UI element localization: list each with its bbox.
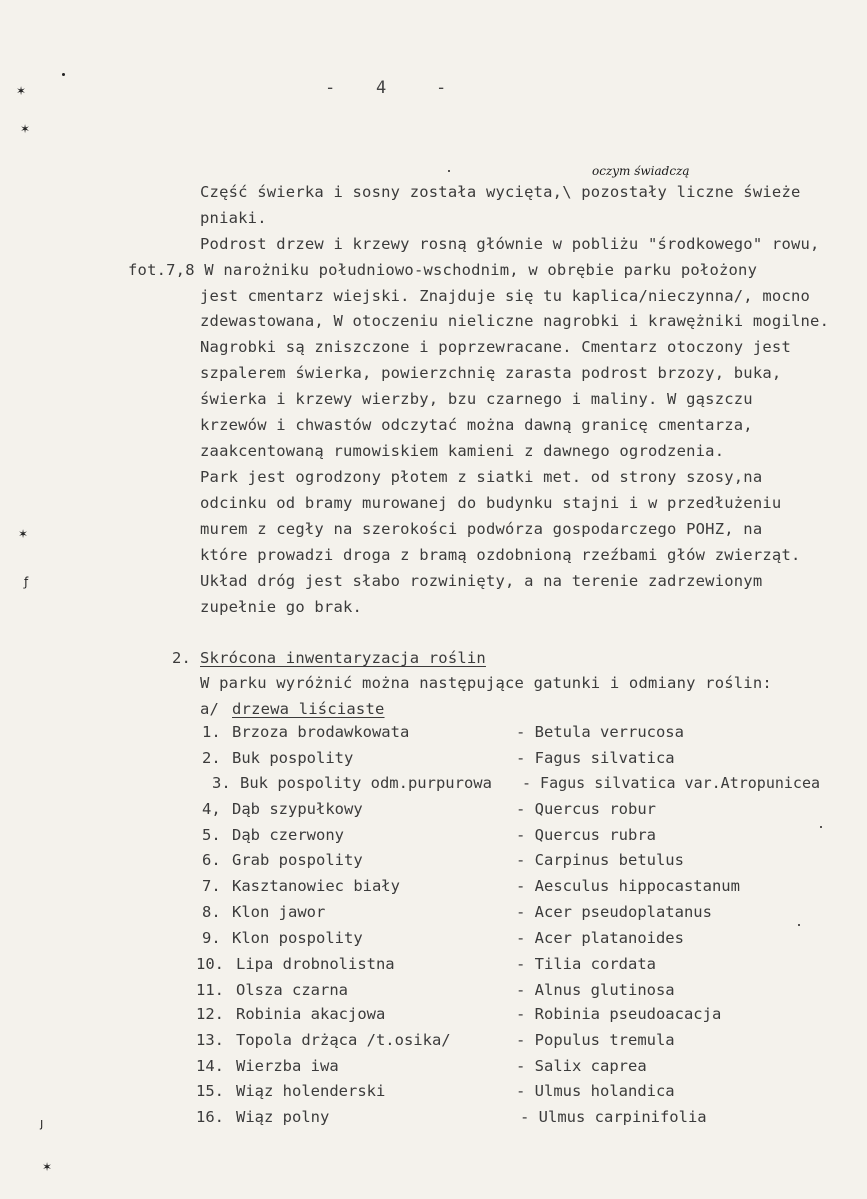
- item-number: 10.: [196, 955, 224, 973]
- item-number: 12.: [196, 1005, 224, 1023]
- latin-name: - Fagus silvatica: [516, 749, 675, 767]
- item-number: 5.: [202, 826, 221, 844]
- text-line: Podrost drzew i krzewy rosną głównie w pobliżu "środkowego" rowu,: [200, 235, 820, 253]
- polish-name: Wierzba iwa: [236, 1057, 339, 1075]
- latin-name: - Populus tremula: [516, 1031, 675, 1049]
- polish-name: Brzoza brodawkowata: [232, 723, 410, 741]
- margin-mark: ✶: [18, 527, 29, 541]
- item-number: 13.: [196, 1031, 224, 1049]
- text-line: zdewastowana, W otoczeniu nieliczne nagrobki i krawężniki mogilne.: [200, 312, 830, 330]
- text-line: jest cmentarz wiejski. Znajduje się tu kaplica/nieczynna/, mocno: [200, 287, 811, 305]
- handwritten-note: oczym świadczą: [592, 164, 690, 178]
- margin-mark: ✶: [42, 1160, 53, 1174]
- text-line: odcinku od bramy murowanej do budynku stajni i w przedłużeniu: [200, 494, 782, 512]
- scan-speck: [798, 924, 800, 926]
- subsection-prefix: a/: [200, 700, 220, 718]
- item-number: 1.: [202, 723, 221, 741]
- text-line: Układ dróg jest słabo rozwinięty, a na terenie zadrzewionym: [200, 572, 763, 590]
- latin-name: - Salix caprea: [516, 1057, 647, 1075]
- item-number: 15.: [196, 1082, 224, 1100]
- text-line: murem z cegły na szerokości podwórza gospodarczego POHZ, na: [200, 520, 763, 538]
- latin-name: - Acer pseudoplatanus: [516, 903, 712, 921]
- latin-name: - Acer platanoides: [516, 929, 684, 947]
- polish-name: Buk pospolity odm.purpurowa: [240, 774, 492, 792]
- polish-name: Lipa drobnolistna: [236, 955, 395, 973]
- polish-name: Dąb szypułkowy: [232, 800, 363, 818]
- polish-name: Kasztanowiec biały: [232, 877, 400, 895]
- polish-name: Klon pospolity: [232, 929, 363, 947]
- item-number: 16.: [196, 1108, 224, 1126]
- item-number: 7.: [202, 877, 221, 895]
- polish-name: Olsza czarna: [236, 981, 348, 999]
- section-intro: W parku wyróżnić można następujące gatunki i odmiany roślin:: [200, 674, 772, 692]
- latin-name: - Fagus silvatica var.Atropunicea: [522, 774, 821, 792]
- text-line: Nagrobki są zniszczone i poprzewracane. Cmentarz otoczony jest: [200, 338, 791, 356]
- item-number: 2.: [202, 749, 221, 767]
- latin-name: - Betula verrucosa: [516, 723, 684, 741]
- subsection-title: drzewa liściaste: [232, 700, 385, 718]
- text-line: Część świerka i sosny została wycięta,\ pozostały liczne świeże: [200, 183, 801, 201]
- margin-mark: ƒ: [24, 575, 29, 589]
- polish-name: Wiąz polny: [236, 1108, 330, 1126]
- latin-name: - Carpinus betulus: [516, 851, 684, 869]
- item-number: 14.: [196, 1057, 224, 1075]
- latin-name: - Ulmus holandica: [516, 1082, 675, 1100]
- margin-mark: ✶: [16, 84, 27, 98]
- latin-name: - Robinia pseudoacacja: [516, 1005, 722, 1023]
- section-number: 2.: [172, 649, 192, 667]
- page-number: 4: [376, 78, 387, 98]
- latin-name: - Tilia cordata: [516, 955, 656, 973]
- item-number: 3.: [212, 774, 231, 792]
- latin-name: - Alnus glutinosa: [516, 981, 675, 999]
- text-line: które prowadzi droga z bramą ozdobnioną rzeźbami głów zwierząt.: [200, 546, 801, 564]
- item-number: 4,: [202, 800, 221, 818]
- text-line: zupełnie go brak.: [200, 598, 363, 616]
- item-number: 8.: [202, 903, 221, 921]
- item-number: 6.: [202, 851, 221, 869]
- text-line: świerka i krzewy wierzby, bzu czarnego i maliny. W gąszczu: [200, 390, 753, 408]
- text-line: fot.7,8 W narożniku południowo-wschodnim, w obrębie parku położony: [128, 261, 758, 279]
- item-number: 9.: [202, 929, 221, 947]
- text-line: zaakcentowaną rumowiskiem kamieni z dawnego ogrodzenia.: [200, 442, 725, 460]
- margin-mark: ✶: [20, 122, 31, 136]
- polish-name: Klon jawor: [232, 903, 326, 921]
- item-number: 11.: [196, 981, 224, 999]
- latin-name: - Quercus rubra: [516, 826, 656, 844]
- polish-name: Grab pospolity: [232, 851, 363, 869]
- scan-speck: [820, 826, 822, 828]
- text-line: szpalerem świerka, powierzchnię zarasta podrost brzozy, buka,: [200, 364, 782, 382]
- text-line: pniaki.: [200, 209, 267, 227]
- polish-name: Dąb czerwony: [232, 826, 344, 844]
- latin-name: - Ulmus carpinifolia: [520, 1108, 707, 1126]
- text-line: krzewów i chwastów odczytać można dawną granicę cmentarza,: [200, 416, 753, 434]
- scan-speck: [448, 170, 450, 172]
- polish-name: Buk pospolity: [232, 749, 354, 767]
- text-line: Park jest ogrodzony płotem z siatki met. od strony szosy,na: [200, 468, 763, 486]
- latin-name: - Quercus robur: [516, 800, 656, 818]
- page-number-dash-right: -: [436, 78, 447, 98]
- section-title: Skrócona inwentaryzacja roślin: [200, 649, 486, 667]
- scan-speck: [62, 73, 65, 76]
- polish-name: Topola drżąca /t.osika/: [236, 1031, 451, 1049]
- polish-name: Wiąz holenderski: [236, 1082, 386, 1100]
- margin-mark: ȷ: [40, 1116, 44, 1130]
- page-number-dash-left: -: [325, 78, 336, 98]
- polish-name: Robinia akacjowa: [236, 1005, 386, 1023]
- latin-name: - Aesculus hippocastanum: [516, 877, 740, 895]
